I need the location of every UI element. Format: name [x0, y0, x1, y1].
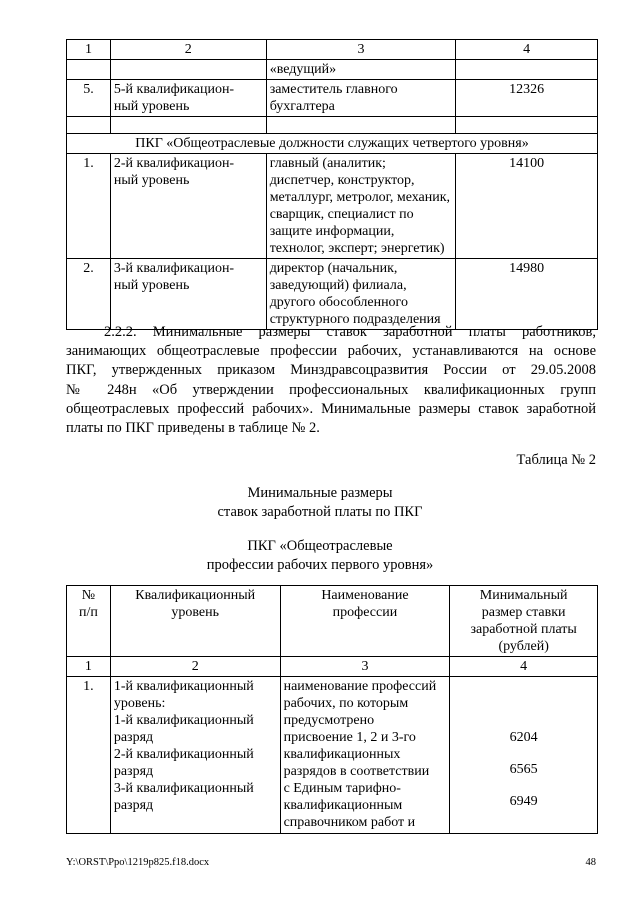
group-title: ПКГ «Общеотраслевые должности служащих четвертого уровня»	[67, 134, 598, 154]
column-number: 2	[110, 657, 280, 677]
salary-cell: 14100	[456, 154, 598, 259]
column-number: 1	[67, 657, 111, 677]
level-cell: 5-й квалификацион- ный уровень	[110, 80, 266, 117]
column-number: 4	[450, 657, 598, 677]
header-cell: 3	[266, 40, 456, 60]
title-line: ставок заработной платы по ПКГ	[217, 504, 423, 520]
header-cell: 1	[67, 40, 111, 60]
row-number: 1.	[67, 677, 111, 834]
table-subtitle	[0, 537, 640, 575]
paragraph-line: № 248н «Об утверждении профессиональных квалификационных групп	[66, 381, 596, 398]
table-title	[0, 484, 640, 522]
row-number: 1.	[67, 154, 111, 259]
table-row	[67, 117, 598, 134]
header-cell: Наименование профессии	[280, 586, 450, 657]
position-cell: директор (начальник, заведующий) филиала, другого обособленного структурного подразделения	[266, 259, 456, 330]
header-cell: № п/п	[67, 586, 111, 657]
table-header-row	[67, 40, 598, 60]
header-cell: Квалификационный уровень	[110, 586, 280, 657]
table-row	[67, 80, 598, 117]
column-number-row	[67, 657, 598, 677]
footer-page-number: 48	[585, 857, 596, 868]
salary-table-1	[66, 39, 598, 330]
paragraph-line: платы по ПКГ приведены в таблице № 2.	[66, 419, 320, 436]
salary-cell	[450, 677, 598, 834]
position-cell: «ведущий»	[266, 60, 456, 80]
level-cell: 3-й квалификацион- ный уровень	[110, 259, 266, 330]
title-line: Минимальные размеры	[247, 485, 393, 501]
body-paragraph	[66, 323, 596, 438]
paragraph-line: общеотраслевых профессий рабочих». Минимальные размеры ставок заработной	[66, 400, 596, 417]
footer-file-path: Y:\ORST\Ppo\1219p825.f18.docx	[66, 857, 210, 868]
table-row	[67, 677, 598, 834]
subtitle-line: ПКГ «Общеотраслевые	[247, 538, 393, 554]
salary-cell: 12326	[456, 80, 598, 117]
row-number: 2.	[67, 259, 111, 330]
group-title-row	[67, 134, 598, 154]
paragraph-line: занимающих общеотраслевые профессии рабочих, устанавливаются на основе	[66, 343, 596, 360]
column-number: 3	[280, 657, 450, 677]
profession-cell: наименование профессий рабочих, по которым предусмотрено присвоение 1, 2 и 3-го квалификационных разрядов в соответствии с Единым тарифно- квалификационным справочником работ и	[280, 677, 450, 834]
table-header-row	[67, 586, 598, 657]
paragraph-line: 2.2.2. Минимальные размеры ставок заработной платы работников,	[104, 324, 596, 340]
salary-value: 6565	[509, 762, 538, 777]
header-cell: 4	[456, 40, 598, 60]
header-cell: 2	[110, 40, 266, 60]
salary-cell: 14980	[456, 259, 598, 330]
table-row	[67, 259, 598, 330]
salary-value: 6949	[509, 794, 538, 809]
position-cell: главный (аналитик; диспетчер, конструктор, металлург, метролог, механик, сварщик, специалист по защите информации, технолог, эксперт; энергетик)	[266, 154, 456, 259]
row-number: 5.	[67, 80, 111, 117]
salary-table-2	[66, 585, 598, 834]
level-cell: 1-й квалификационный уровень: 1-й квалификационный разряд 2-й квалификационный разряд 3-й квалификационный разряд	[110, 677, 280, 834]
paragraph-line: ПКГ, утвержденных приказом Минздравсоцразвития России от 29.05.2008	[66, 362, 596, 379]
table-row	[67, 154, 598, 259]
header-cell: Минимальный размер ставки заработной платы (рублей)	[450, 586, 598, 657]
table-row	[67, 60, 598, 80]
salary-value: 6204	[509, 730, 538, 745]
table-label: Таблица № 2	[516, 452, 596, 468]
level-cell: 2-й квалификацион- ный уровень	[110, 154, 266, 259]
subtitle-line: профессии рабочих первого уровня»	[206, 557, 434, 573]
position-cell: заместитель главного бухгалтера	[266, 80, 456, 117]
